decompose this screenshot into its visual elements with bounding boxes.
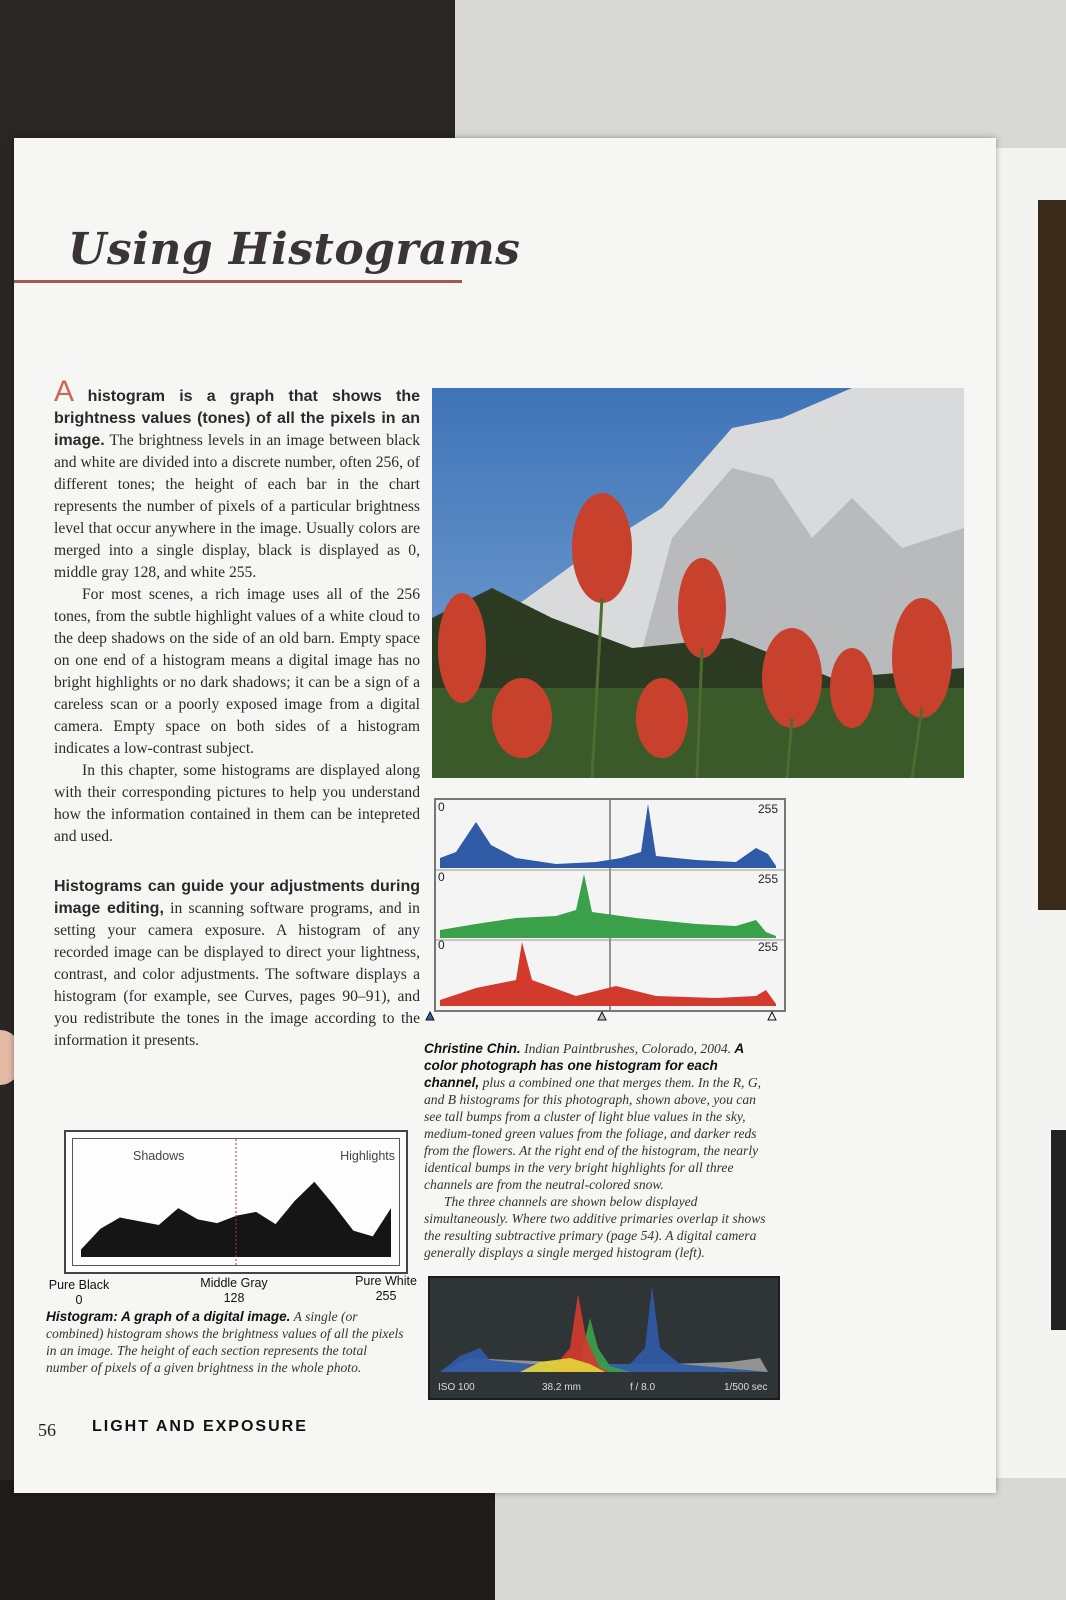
intro-paragraph-3: In this chapter, some histograms are displayed along with their corresponding pictures to help you understand how the information contained in them can be intepreted and used. xyxy=(54,762,420,845)
intro-paragraph-2: For most scenes, a rich image uses all of the 256 tones, from the subtle highlight values of a white cloud to the deep shadows on the side of an old barn. Empty space on one end of a histogram means a digital image has no bright highlights or no dark shadows; it can be a sign of a careless scan or a poorly exposed image from a digital camera. Empty space on both sides of a histogram indicates a low-contrast subject. xyxy=(54,586,420,757)
pure-white-value: 255 xyxy=(375,1289,397,1303)
blue-channel-area xyxy=(440,804,776,868)
photo-work: Indian Paintbrushes, Colorado, 2004. xyxy=(524,1041,732,1056)
green-min-tick: 0 xyxy=(438,870,445,884)
page-title: Using Histograms xyxy=(68,224,521,275)
histogram-caption xyxy=(46,1308,408,1376)
section2-body: in scanning software programs, and in setting your camera exposure. A histogram of any recorded image can be displayed to direct your lightness, contrast, and color adjustments. The software displays a histogram (for example, see Curves, pages 90–91), and you redistribute the tones in the image according to the information it presents. xyxy=(54,900,420,1049)
pure-black-label: Pure Black xyxy=(48,1278,110,1292)
histogram-caption-lead: Histogram: A graph of a digital image. xyxy=(46,1309,291,1324)
middle-gray-value: 128 xyxy=(223,1291,245,1305)
black-point-handle[interactable] xyxy=(426,1012,434,1020)
adjacent-page-camera-strip xyxy=(1051,1130,1066,1330)
pure-white-scale xyxy=(350,1274,422,1304)
red-min-tick: 0 xyxy=(438,938,445,952)
shadows-label: Shadows xyxy=(133,1149,185,1163)
red-channel-area xyxy=(440,942,776,1006)
adjacent-page-photo xyxy=(1038,200,1066,910)
pure-black-value: 0 xyxy=(75,1293,83,1307)
histogram-figure xyxy=(64,1130,408,1274)
highlights-label: Highlights xyxy=(340,1149,395,1163)
green-channel-area xyxy=(440,874,776,938)
green-max-tick: 255 xyxy=(757,872,778,886)
iso-readout: ISO 100 xyxy=(438,1382,475,1393)
photo-caption-body: plus a combined one that merges them. In the R, G, and B histograms for this photograph, shown above, you can see tall bumps from a cluster of light blue values in the sky, medium-toned green values from the foliage, and darker reds from the flowers. At the right end of the histogram, the nearly identical bumps in the very bright highlights for all three channels are from the neutral-colored snow. xyxy=(424,1075,762,1192)
photo-caption-lead: A color photograph has one histogram for each channel, xyxy=(424,1041,744,1090)
aperture-readout: f / 8.0 xyxy=(630,1382,656,1393)
slider-handles xyxy=(422,1006,792,1026)
photo-caption xyxy=(424,1040,774,1261)
section2-paragraph xyxy=(54,876,420,1052)
rgb-histogram-chart xyxy=(436,800,784,1010)
middle-gray-scale xyxy=(194,1276,274,1306)
book-page xyxy=(14,138,996,1493)
left-column xyxy=(54,375,420,1052)
camera-histogram-display xyxy=(428,1276,780,1400)
histogram-chart xyxy=(73,1139,399,1265)
dropcap: A xyxy=(54,375,75,408)
section2-lead: Histograms can guide your adjustments during image editing, xyxy=(54,878,420,917)
pure-white-label: Pure White xyxy=(355,1274,417,1288)
histogram-caption-body: A single (or combined) histogram shows the brightness values of all the pixels in an image. The height of each section represents the total number of pixels of a given brightness in the whole photo. xyxy=(46,1309,404,1375)
red-max-tick: 255 xyxy=(757,940,778,954)
merged-histogram-chart xyxy=(430,1278,778,1378)
intro-paragraph xyxy=(54,375,420,584)
intro-lead: histogram is a graph that shows the brightness values (tones) of all the pixels in an image. xyxy=(54,388,420,449)
photo-caption-paragraph xyxy=(424,1040,774,1193)
pure-black-scale xyxy=(44,1278,114,1308)
photo-caption-paragraph-2: The three channels are shown below displayed simultaneously. Where two additive primaries overlap it shows the resulting subtractive primary (page 54). A digital camera generally displays a single merged histogram (left). xyxy=(424,1194,766,1260)
table-background-bottom xyxy=(0,1480,495,1600)
blue-max-tick: 255 xyxy=(757,802,778,816)
blue-min-tick: 0 xyxy=(438,800,445,814)
page-number: 56 xyxy=(38,1420,56,1440)
white-point-handle[interactable] xyxy=(768,1012,776,1020)
middle-gray-label: Middle Gray xyxy=(200,1276,268,1290)
title-rule xyxy=(14,280,462,283)
shutter-readout: 1/500 sec xyxy=(724,1382,768,1393)
rgb-histograms xyxy=(434,798,786,1012)
histogram-frame xyxy=(72,1138,400,1266)
camera-info-bar xyxy=(430,1378,778,1398)
intro-body: The brightness levels in an image between black and white are divided into a discrete number, often 256, of different tones; the height of each bar in the chart represents the number of pixels of a particular brightness level that occur anywhere in the image. Usually colors are merged into a single display, black is displayed as 0, middle gray 128, and white 255. xyxy=(54,432,420,581)
flower-photograph xyxy=(432,388,964,778)
photo-author: Christine Chin. xyxy=(424,1041,521,1056)
midtone-handle[interactable] xyxy=(598,1012,606,1020)
running-head: LIGHT AND EXPOSURE xyxy=(92,1418,308,1435)
focal-length-readout: 38.2 mm xyxy=(542,1382,581,1393)
